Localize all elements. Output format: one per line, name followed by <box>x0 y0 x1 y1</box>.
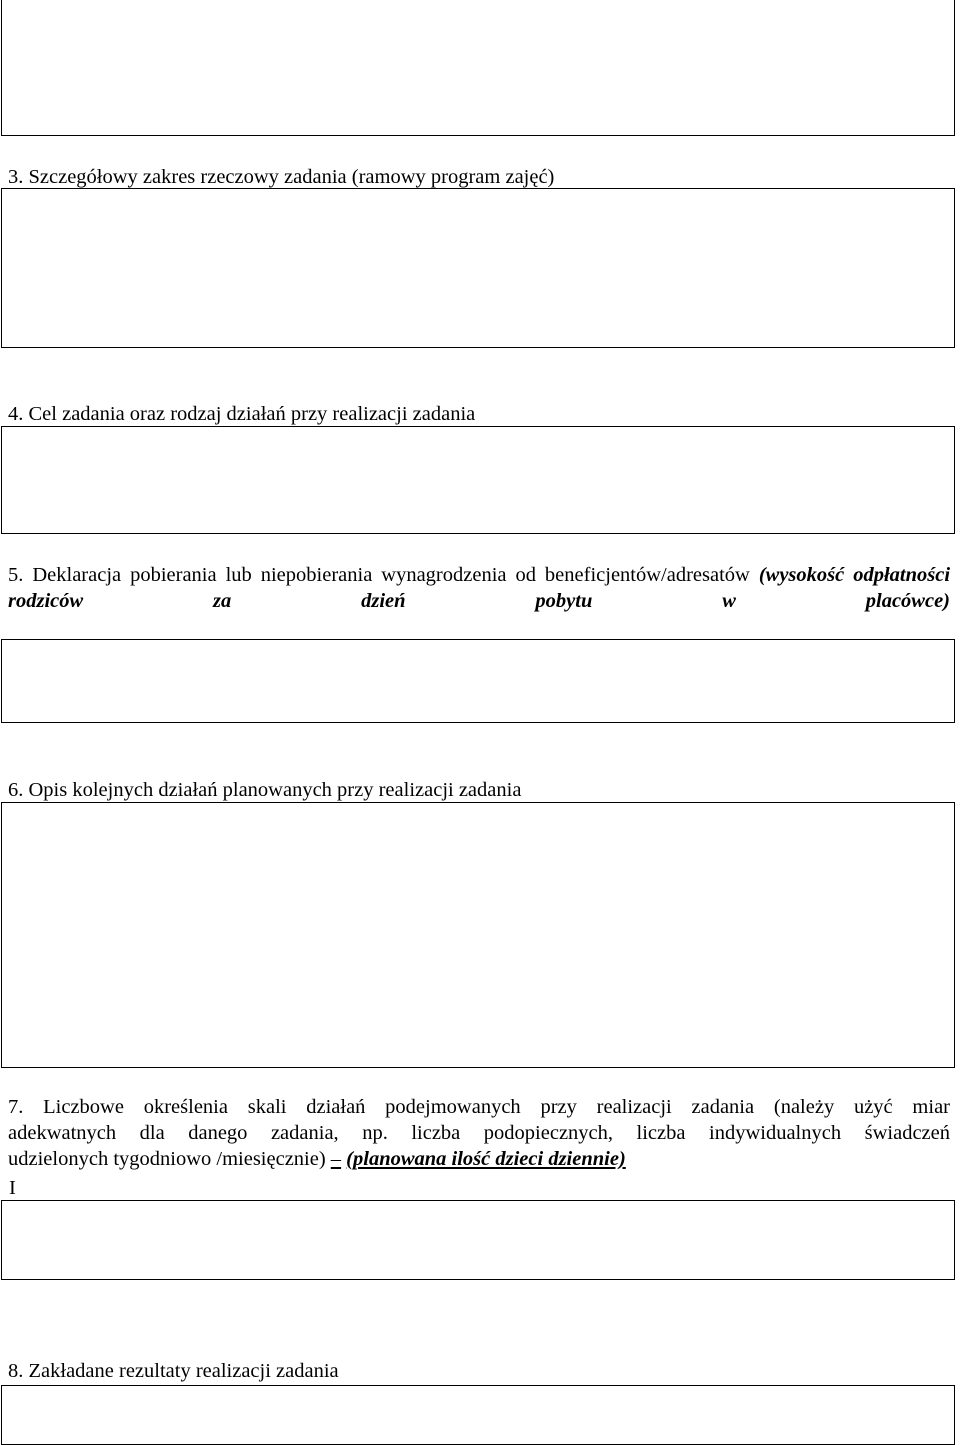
section-7-answer-box[interactable] <box>1 1200 955 1280</box>
section-5-note: (wysokość odpłatności rodziców za dzień pobytu w placówce) <box>8 564 951 612</box>
section-6-heading: 6. Opis kolejnych działań planowanych przy realizacji zadania <box>8 779 522 801</box>
text-cursor: I <box>9 1177 16 1199</box>
section-8-heading: 8. Zakładane rezultaty realizacji zadania <box>8 1360 339 1382</box>
section-4-heading: 4. Cel zadania oraz rodzaj działań przy realizacji zadania <box>8 403 476 425</box>
section-2-answer-box[interactable] <box>1 0 955 136</box>
section-7-line-3-text: udzielonych tygodniowo /miesięcznie) <box>8 1148 326 1170</box>
section-7-dash: – <box>330 1148 342 1170</box>
section-5-heading <box>8 562 950 614</box>
section-3-heading: 3. Szczegółowy zakres rzeczowy zadania (ramowy program zajęć) <box>8 166 555 188</box>
section-7-heading <box>8 1094 950 1172</box>
section-8-answer-box[interactable] <box>1 1385 955 1445</box>
section-4-answer-box[interactable] <box>1 426 955 534</box>
section-5-answer-box[interactable] <box>1 639 955 723</box>
section-7-line-2: adekwatnych dla danego zadania, np. liczba podopiecznych, liczba indywidualnych świadczeń <box>8 1122 950 1144</box>
section-3-answer-box[interactable] <box>1 188 955 348</box>
section-6-answer-box[interactable] <box>1 802 955 1068</box>
section-5-heading-text: 5. Deklaracja pobierania lub niepobierania wynagrodzenia od beneficjentów/adresatów <box>8 564 750 586</box>
section-7-line-1: 7. Liczbowe określenia skali działań podejmowanych przy realizacji zadania (należy użyć miar <box>8 1096 950 1118</box>
section-7-note: (planowana ilość dzieci dziennie) <box>346 1148 626 1170</box>
section-7-line-3 <box>8 1146 950 1172</box>
